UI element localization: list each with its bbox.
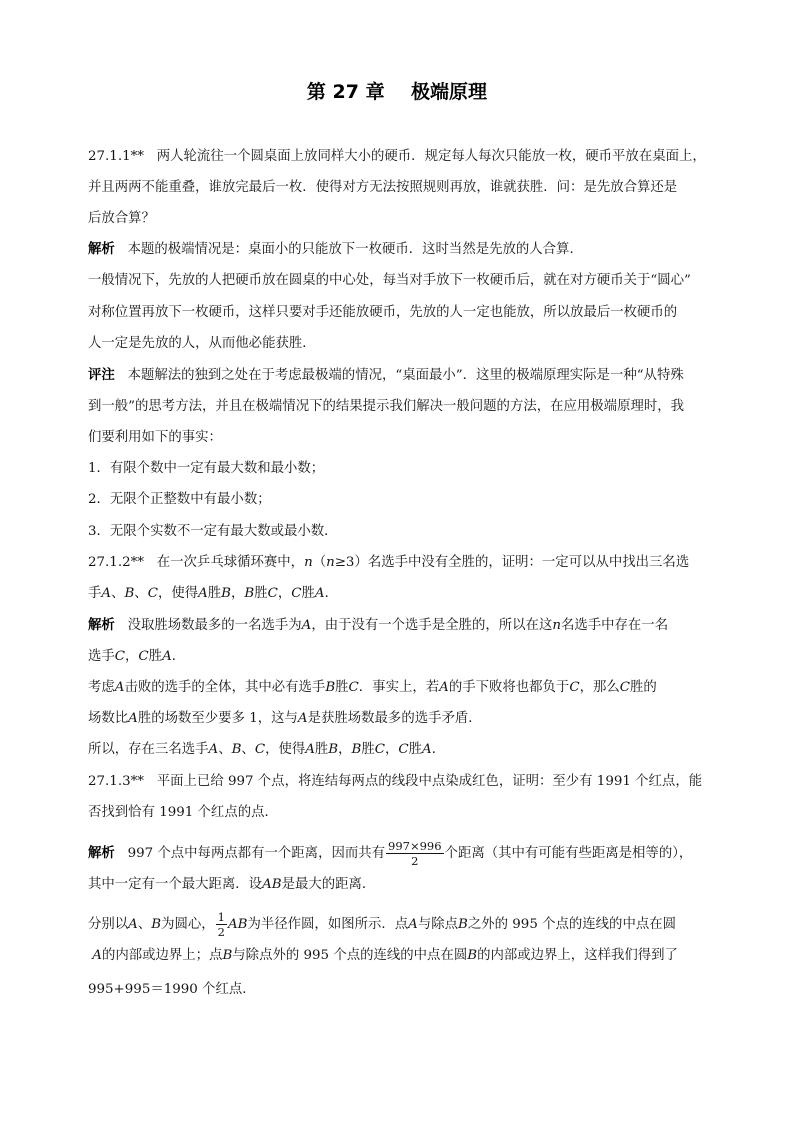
solution-1-line-3: 对称位置再放下一枚硬币，这样只要对手还能放硬币，先放的人一定也能放，所以放最后一枚硬币的 <box>88 305 678 320</box>
fact-3: 3．无限个实数不一定有最大数或最小数． <box>88 524 338 539</box>
problem-1-id: 27.1.1** <box>88 149 144 164</box>
solution-1-text: 本题的极端情况是：桌面小的只能放下一枚硬币．这时当然是先放的人合算． <box>127 242 583 257</box>
comment-line-3: 们要利用如下的事实： <box>88 430 222 445</box>
problem-1-line-1 <box>88 148 706 166</box>
solution-1-line-1 <box>88 241 583 259</box>
problem-3-line-2: 否找到恰有 1991 个红点的点． <box>88 805 278 820</box>
solution-2-line-2: 选手C，C胜A． <box>88 649 186 664</box>
chapter-title: 第 27 章 极端原理 <box>306 81 488 103</box>
solution-1-line-4: 人一定是先放的人，从而他必能获胜． <box>88 336 316 351</box>
problem-2-line-2: 手A、B、C，使得A胜B，B胜C，C胜A． <box>88 586 338 601</box>
problem-1-line-2: 并且两两不能重叠，谁放完最后一枚．使得对方无法按照规则再放，谁就获胜．问：是先放合算还是 <box>88 180 678 195</box>
problem-3-text: 平面上已给 997 个点，将连结每两点的线段中点染成红色，证明：至少有 1991 个红点，能 <box>156 774 703 789</box>
problem-2-id: 27.1.2** <box>88 555 144 570</box>
comment-text: 本题解法的独到之处在于考虑最极端的情况，“桌面最小”．这里的极端原理实际是一种“从特殊 <box>127 368 684 383</box>
solution-1-line-2: 一般情况下，先放的人把硬币放在圆桌的中心处，每当对手放下一枚硬币后，就在对方硬币关于“圆心” <box>88 273 691 288</box>
solution-3-line-1: 解析 997 个点中每两点都有一个距离，因而共有 $\frac{997\times 996}{2}$ 个距离（其中有可能有些距离是相等的）， <box>88 839 693 868</box>
fact-2: 2．无限个正整数中有最小数； <box>88 492 271 507</box>
solution-2-line-4: 场数比A胜的场数至少要多 1，这与A是获胜场数最多的选手矛盾． <box>88 711 482 726</box>
solution-3-line-5: 995+995＝1990 个红点． <box>88 982 256 997</box>
solution-2-line-5: 所以，存在三名选手A、B、C，使得A胜B，B胜C，C胜A． <box>88 742 446 757</box>
solution-2-line-1: 解析 没取胜场数最多的一名选手为A，由于没有一个选手是全胜的，所以在这n名选手中存在一名 <box>88 618 669 633</box>
solution-3-line-2: 其中一定有一个最大距离．设AB是最大的距离． <box>88 877 376 892</box>
comment-line-2: 到一般”的思考方法，并且在极端情况下的结果提示我们解决一般问题的方法，在应用极端原理时，我 <box>88 399 685 414</box>
solution-3-line-4: A的内部或边界上；点B与除点外的 995 个点的连线的中点在圆B的内部或边界上，这样我们得到了 <box>92 948 678 963</box>
problem-3-line-1 <box>88 773 702 791</box>
fraction-one-half: $\frac{1}{2}$ <box>217 910 225 939</box>
problem-1-text: 两人轮流往一个圆桌面上放同样大小的硬币．规定每人每次只能放一枚，硬币平放在桌面上， <box>156 149 706 164</box>
fraction-997x996-over-2: $\frac{997\times 996}{2}$ <box>388 839 442 868</box>
comment-label: 评注 <box>88 368 115 383</box>
comment-line-1 <box>88 367 684 385</box>
problem-1-line-3: 后放合算？ <box>88 211 155 226</box>
solution-2-label: 解析 <box>88 618 115 633</box>
problem-3-id: 27.1.3** <box>88 774 144 789</box>
solution-2-line-3: 考虑A击败的选手的全体，其中必有选手B胜C．事实上，若A的手下败将也都负于C，那么C胜的 <box>88 680 657 695</box>
solution-3-line-3: 分别以A、B为圆心， $\frac{1}{2}$ AB为半径作圆，如图所示．点A与除点B之外的 995 个点的连线的中点在圆 <box>88 910 677 939</box>
fact-1: 1．有限个数中一定有最大数和最小数； <box>88 461 325 476</box>
solution-1-label: 解析 <box>88 242 115 257</box>
problem-2-line-1: 27.1.2** 在一次乒乓球循环赛中，n（n≥3）名选手中没有全胜的，证明：一定可以从中找出三名选 <box>88 555 690 570</box>
solution-3-label: 解析 <box>88 846 115 861</box>
